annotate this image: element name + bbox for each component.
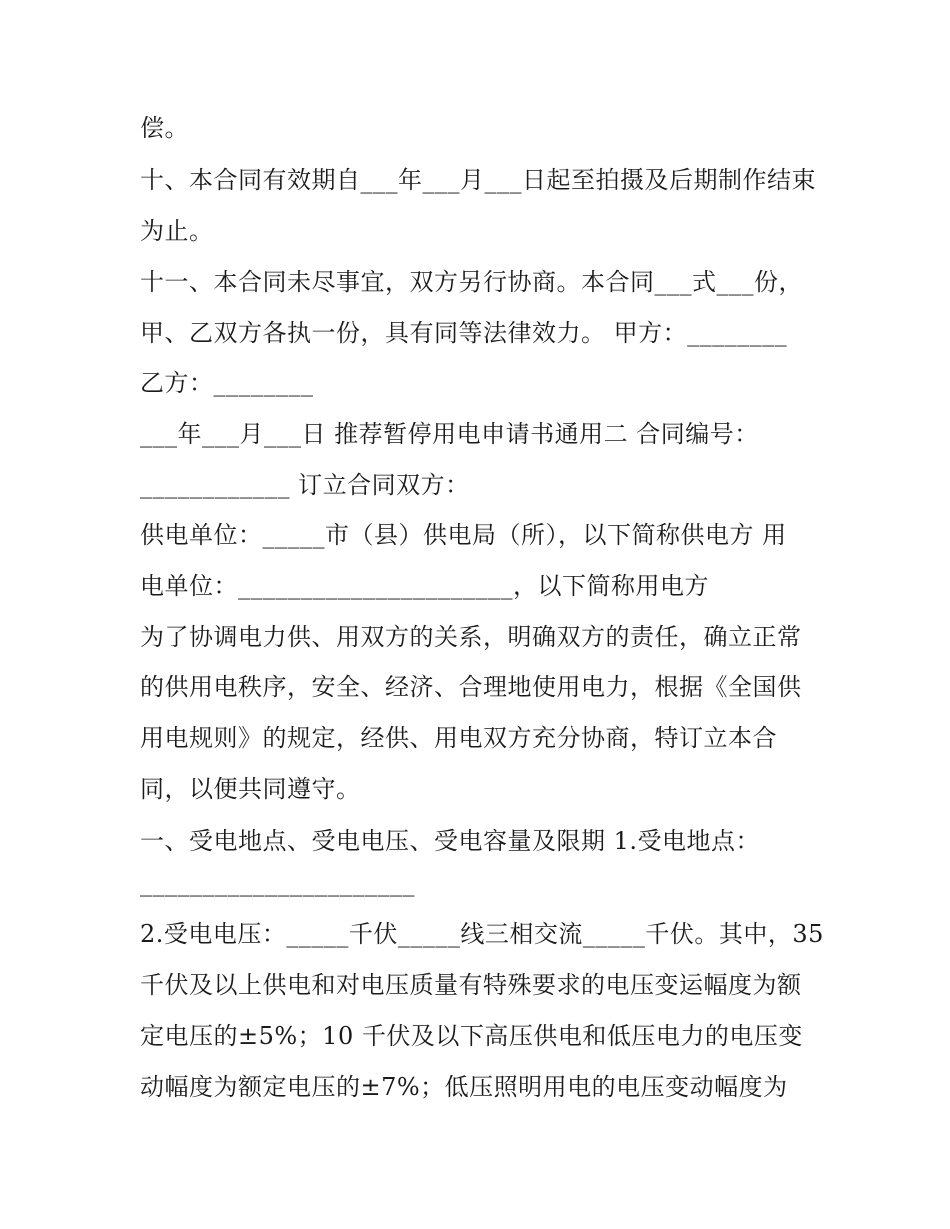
text-line: ___年___月___日 推荐暂停用电申请书通用二 合同编号： [140, 420, 759, 448]
text-line: 千伏及以上供电和对电压质量有特殊要求的电压变运幅度为额 [140, 971, 802, 999]
text-line: 为止。 [140, 217, 214, 245]
text-line: 定电压的±5%；10 千伏及以下高压供电和低压电力的电压变 [140, 1022, 803, 1050]
text-line: 乙方：________ [140, 369, 314, 397]
text-line: 十、本合同有效期自___年___月___日起至拍摄及后期制作结束 [140, 166, 816, 194]
text-line: 甲、乙双方各执一份，具有同等法律效力。 甲方：________ [140, 319, 788, 347]
text-line: ______________________ [140, 869, 415, 897]
text-line: 供电单位：_____市（县）供电局（所），以下简称供电方 用 [140, 521, 787, 549]
text-line: 同，以便共同遵守。 [140, 775, 361, 803]
text-line: 为了协调电力供、用双方的关系，明确双方的责任，确立正常 [140, 623, 802, 651]
text-line: 动幅度为额定电压的±7%；低压照明用电的电压变动幅度为 [140, 1073, 788, 1101]
text-line: 用电规则》的规定，经供、用电双方充分协商，特订立本合 [140, 724, 777, 752]
text-line: 2.受电电压：_____千伏_____线三相交流_____千伏。其中，35 [140, 920, 824, 948]
text-line: 电单位：______________________，以下简称用电方 [140, 572, 709, 600]
text-line: 一、受电地点、受电电压、受电容量及限期 1.受电地点： [140, 827, 761, 855]
text-line: 的供用电秩序，安全、经济、合理地使用电力，根据《全国供 [140, 673, 802, 701]
text-line: 偿。 [140, 114, 189, 142]
text-line: 十一、本合同未尽事宜，双方另行协商。本合同___式___份， [140, 268, 803, 296]
text-line: ____________ 订立合同双方： [140, 471, 470, 499]
